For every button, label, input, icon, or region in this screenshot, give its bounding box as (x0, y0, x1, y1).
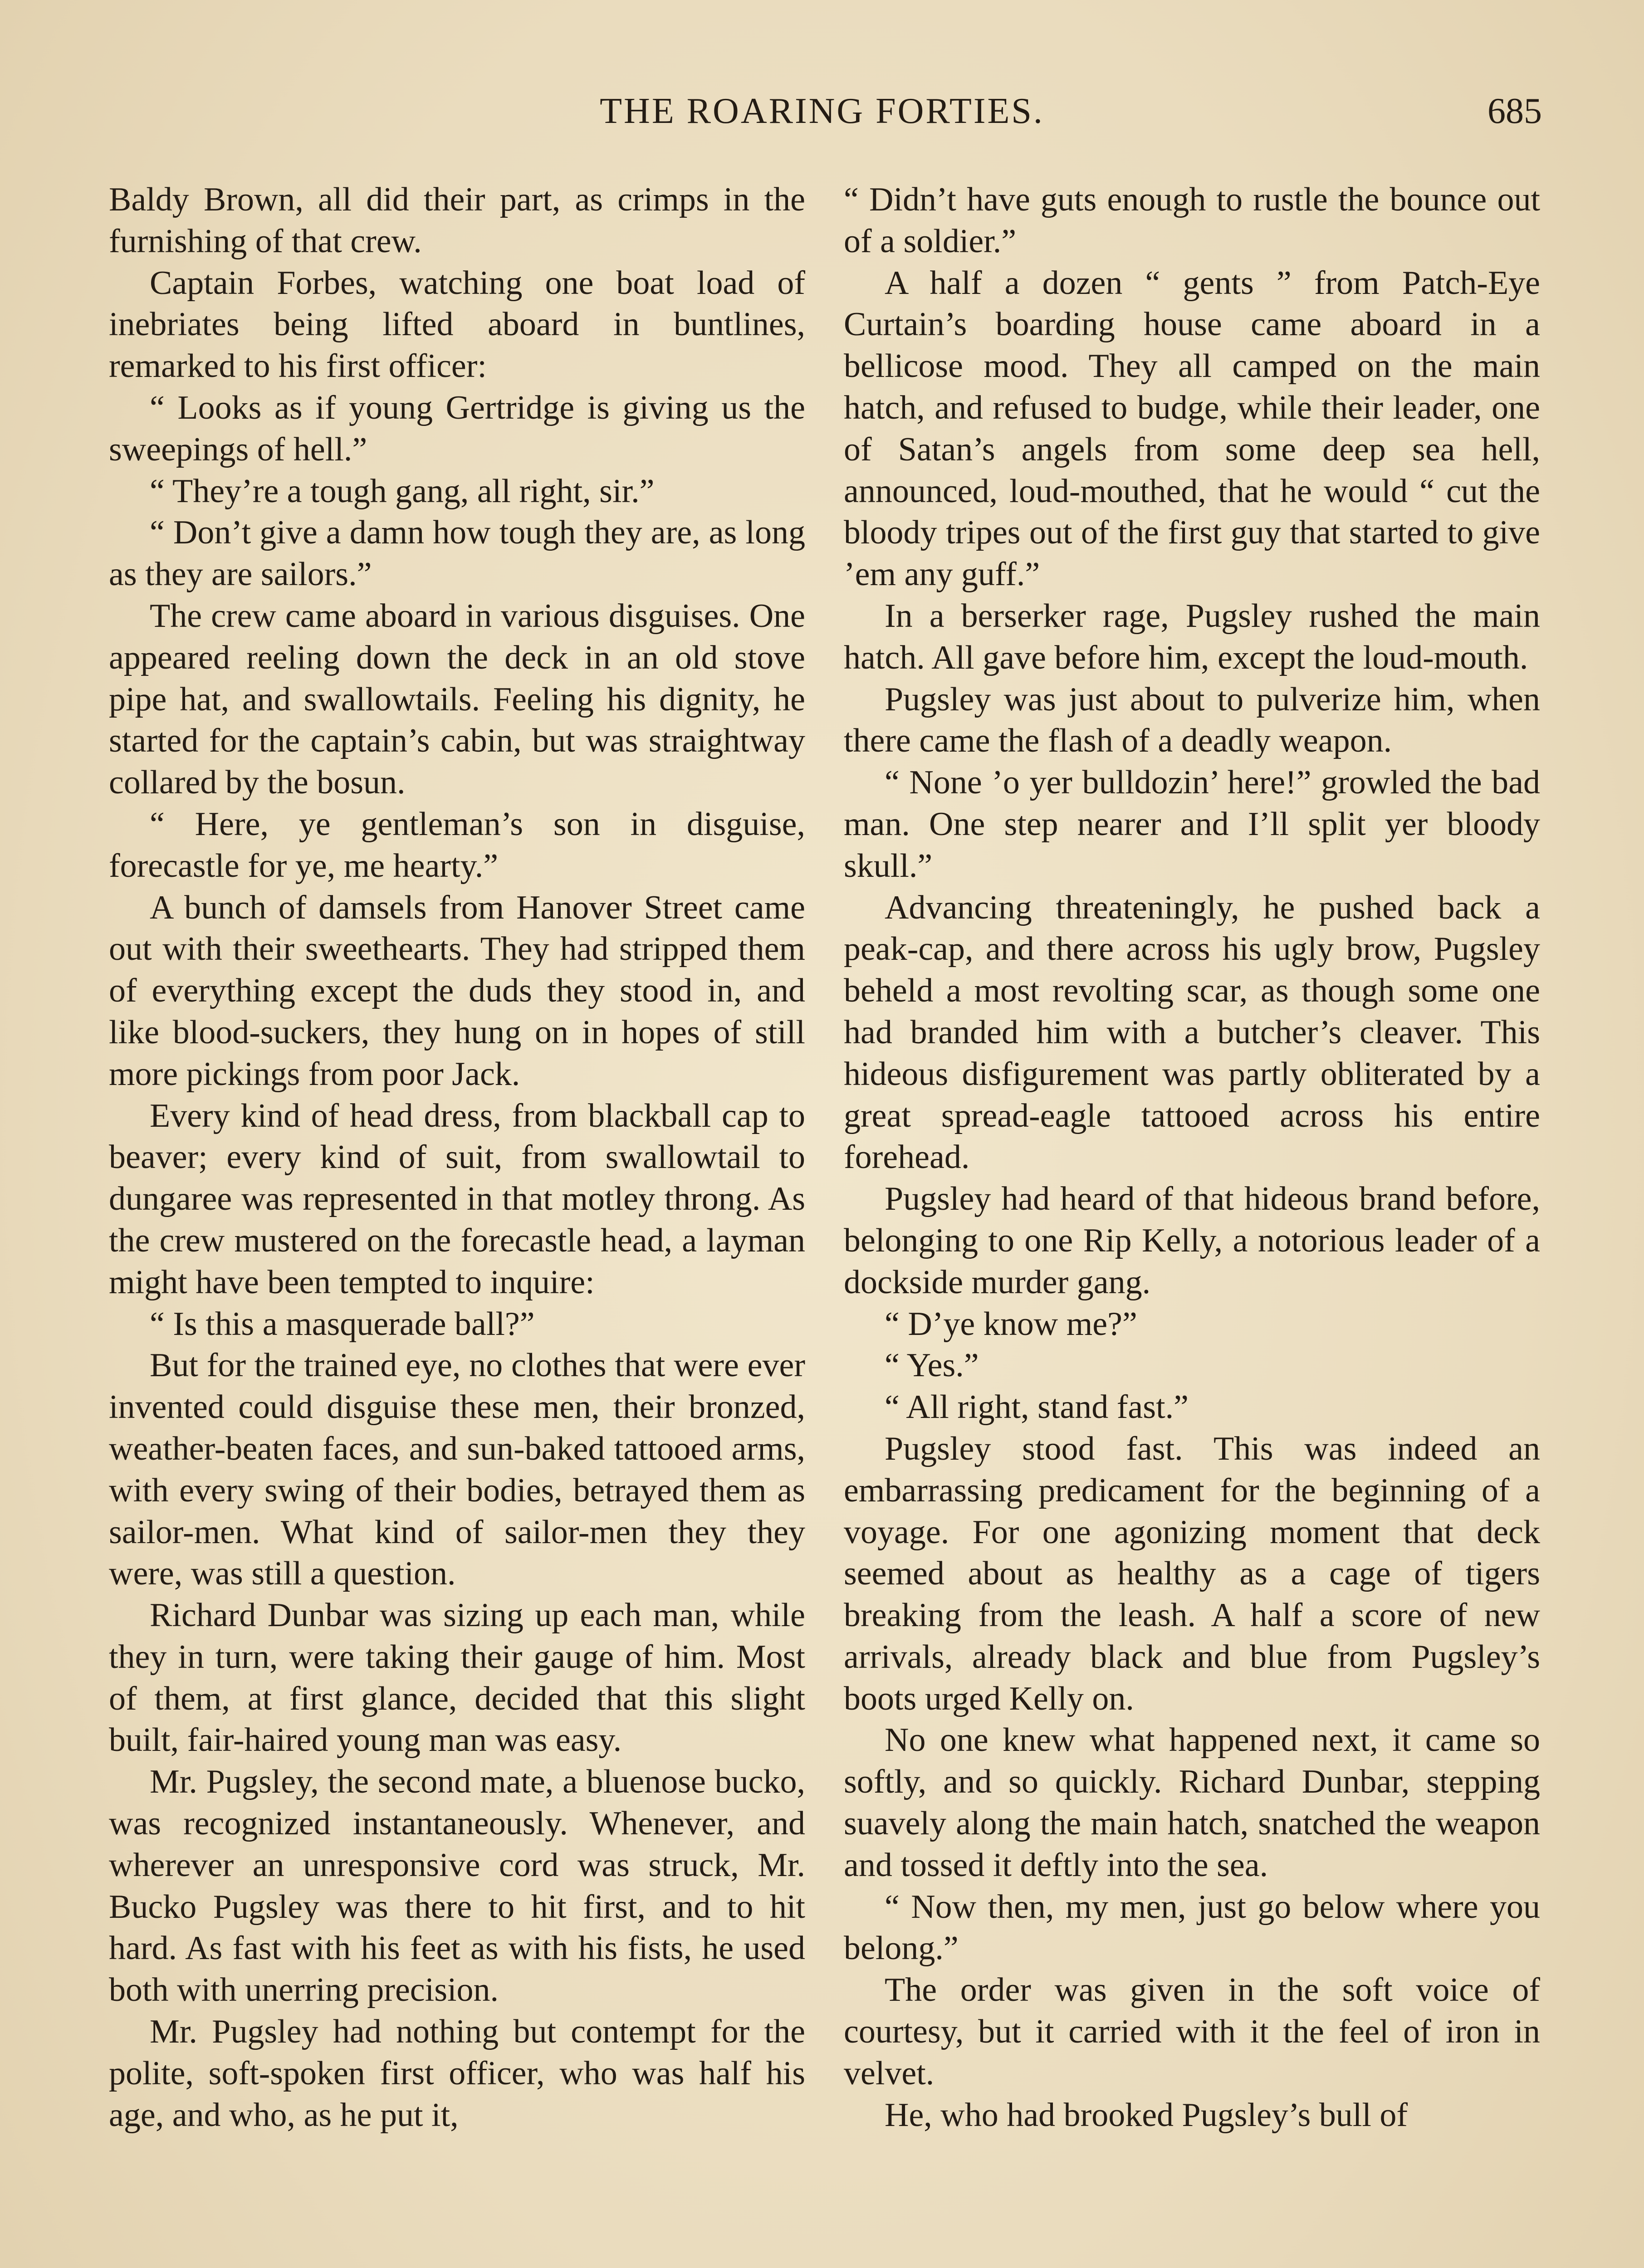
paragraph: Pugsley had heard of that hideous brand before, belonging to one Rip Kelly, a notorious leader of a dockside murder gang. (844, 1180, 1540, 1301)
paragraph: A bunch of damsels from Hanover Street came out with their sweethearts. They had stripped them of everything except the duds they stood in, and like blood-suckers, they hung on in hopes of still more pickings from poor Jack. (109, 889, 805, 1093)
paragraph: He, who had brooked Pugsley’s bull of (885, 2096, 1408, 2134)
paragraph: A half a dozen “ gents ” from Patch-Eye Curtain’s boarding house came aboard in a bellicose mood. They all camped on the main hatch, and refused to budge, while their leader, one of Satan’s angels from some deep sea hell, announced, loud-mouthed, that he would “ cut the bloody tripes out of the first guy that started to give ’em any guff.” (844, 264, 1540, 593)
paragraph: “ Now then, my men, just go below where you belong.” (844, 1888, 1540, 1967)
paragraph: The crew came aboard in various disguises. One appeared reeling down the deck in an old stove pipe hat, and swallowtails. Feeling his dignity, he started for the captain’s cabin, but was straightway collared by the bosun. (109, 597, 805, 802)
paragraph: “ Yes.” (885, 1347, 979, 1384)
paragraph: Advancing threateningly, he pushed back a peak-cap, and there across his ugly brow, Pugsley beheld a most revolting scar, as though some one had branded him with a butcher’s cleaver. This hideous disfigurement was partly obliterated by a great spread-eagle tattooed across his entire forehead. (844, 889, 1540, 1176)
left-column (109, 179, 805, 2136)
running-title: THE ROARING FORTIES. (600, 91, 1044, 131)
paragraph: Richard Dunbar was sizing up each man, while they in turn, were taking their gauge of him. Most of them, at first glance, decided that this slight built, fair-haired young man was easy. (109, 1597, 805, 1759)
paragraph: “ All right, stand fast.” (885, 1388, 1189, 1426)
paragraph: “ Didn’t have guts enough to rustle the bounce out of a soldier.” (844, 181, 1540, 260)
paragraph: But for the trained eye, no clothes that were ever invented could disguise these men, their bronzed, weather-beaten faces, and sun-baked tattooed arms, with every swing of their bodies, betrayed them as sailor-men. What kind of sailor-men they they were, was still a question. (109, 1347, 805, 1593)
paragraph: Pugsley was just about to pulverize him, when there came the flash of a deadly weapon. (844, 680, 1540, 760)
paragraph: Mr. Pugsley, the second mate, a bluenose bucko, was recognized instantaneously. Whenever, and wherever an unresponsive cord was struck, Mr. Bucko Pugsley was there to hit first, and to hit hard. As fast with his feet as with his fists, he used both with unerring precision. (109, 1763, 805, 2009)
paragraph: No one knew what happened next, it came so softly, and so quickly. Richard Dunbar, stepping suavely along the main hatch, snatched the weapon and tossed it deftly into the sea. (844, 1721, 1540, 1884)
paragraph: Mr. Pugsley had nothing but contempt for the polite, soft-spoken first officer, who was half his age, and who, as he put it, (109, 2013, 805, 2134)
paragraph: In a berserker rage, Pugsley rushed the main hatch. All gave before him, except the loud-mouth. (844, 597, 1540, 676)
right-column (844, 179, 1540, 2136)
paragraph: “ Don’t give a damn how tough they are, as long as they are sailors.” (109, 514, 805, 593)
paragraph: Pugsley stood fast. This was indeed an embarrassing predicament for the beginning of a voyage. For one agonizing moment that deck seemed about as healthy as a cage of tigers breaking from the leash. A half a score of new arrivals, already black and blue from Pugsley’s boots urged Kelly on. (844, 1430, 1540, 1717)
running-header (0, 91, 1644, 141)
paragraph: Every kind of head dress, from blackball cap to beaver; every kind of suit, from swallowtail to dungaree was represented in that motley throng. As the crew mustered on the forecastle head, a layman might have been tempted to inquire: (109, 1097, 805, 1301)
paragraph: “ Here, ye gentleman’s son in disguise, forecastle for ye, me hearty.” (109, 805, 805, 885)
page-number: 685 (1487, 91, 1542, 131)
paragraph: “ None ’o yer bulldozin’ here!” growled the bad man. One step nearer and I’ll split yer bloody skull.” (844, 764, 1540, 885)
paragraph: The order was given in the soft voice of courtesy, but it carried with it the feel of iron in velvet. (844, 1971, 1540, 2092)
paragraph: “ Looks as if young Gertridge is giving us the sweepings of hell.” (109, 389, 805, 468)
paragraph: “ They’re a tough gang, all right, sir.” (150, 472, 655, 510)
paragraph: Captain Forbes, watching one boat load of inebriates being lifted aboard in buntlines, remarked to his first officer: (109, 264, 805, 385)
paragraph: Baldy Brown, all did their part, as crimps in the furnishing of that crew. (109, 181, 805, 260)
paragraph: “ D’ye know me?” (885, 1305, 1137, 1343)
paragraph: “ Is this a masquerade ball?” (150, 1305, 535, 1343)
